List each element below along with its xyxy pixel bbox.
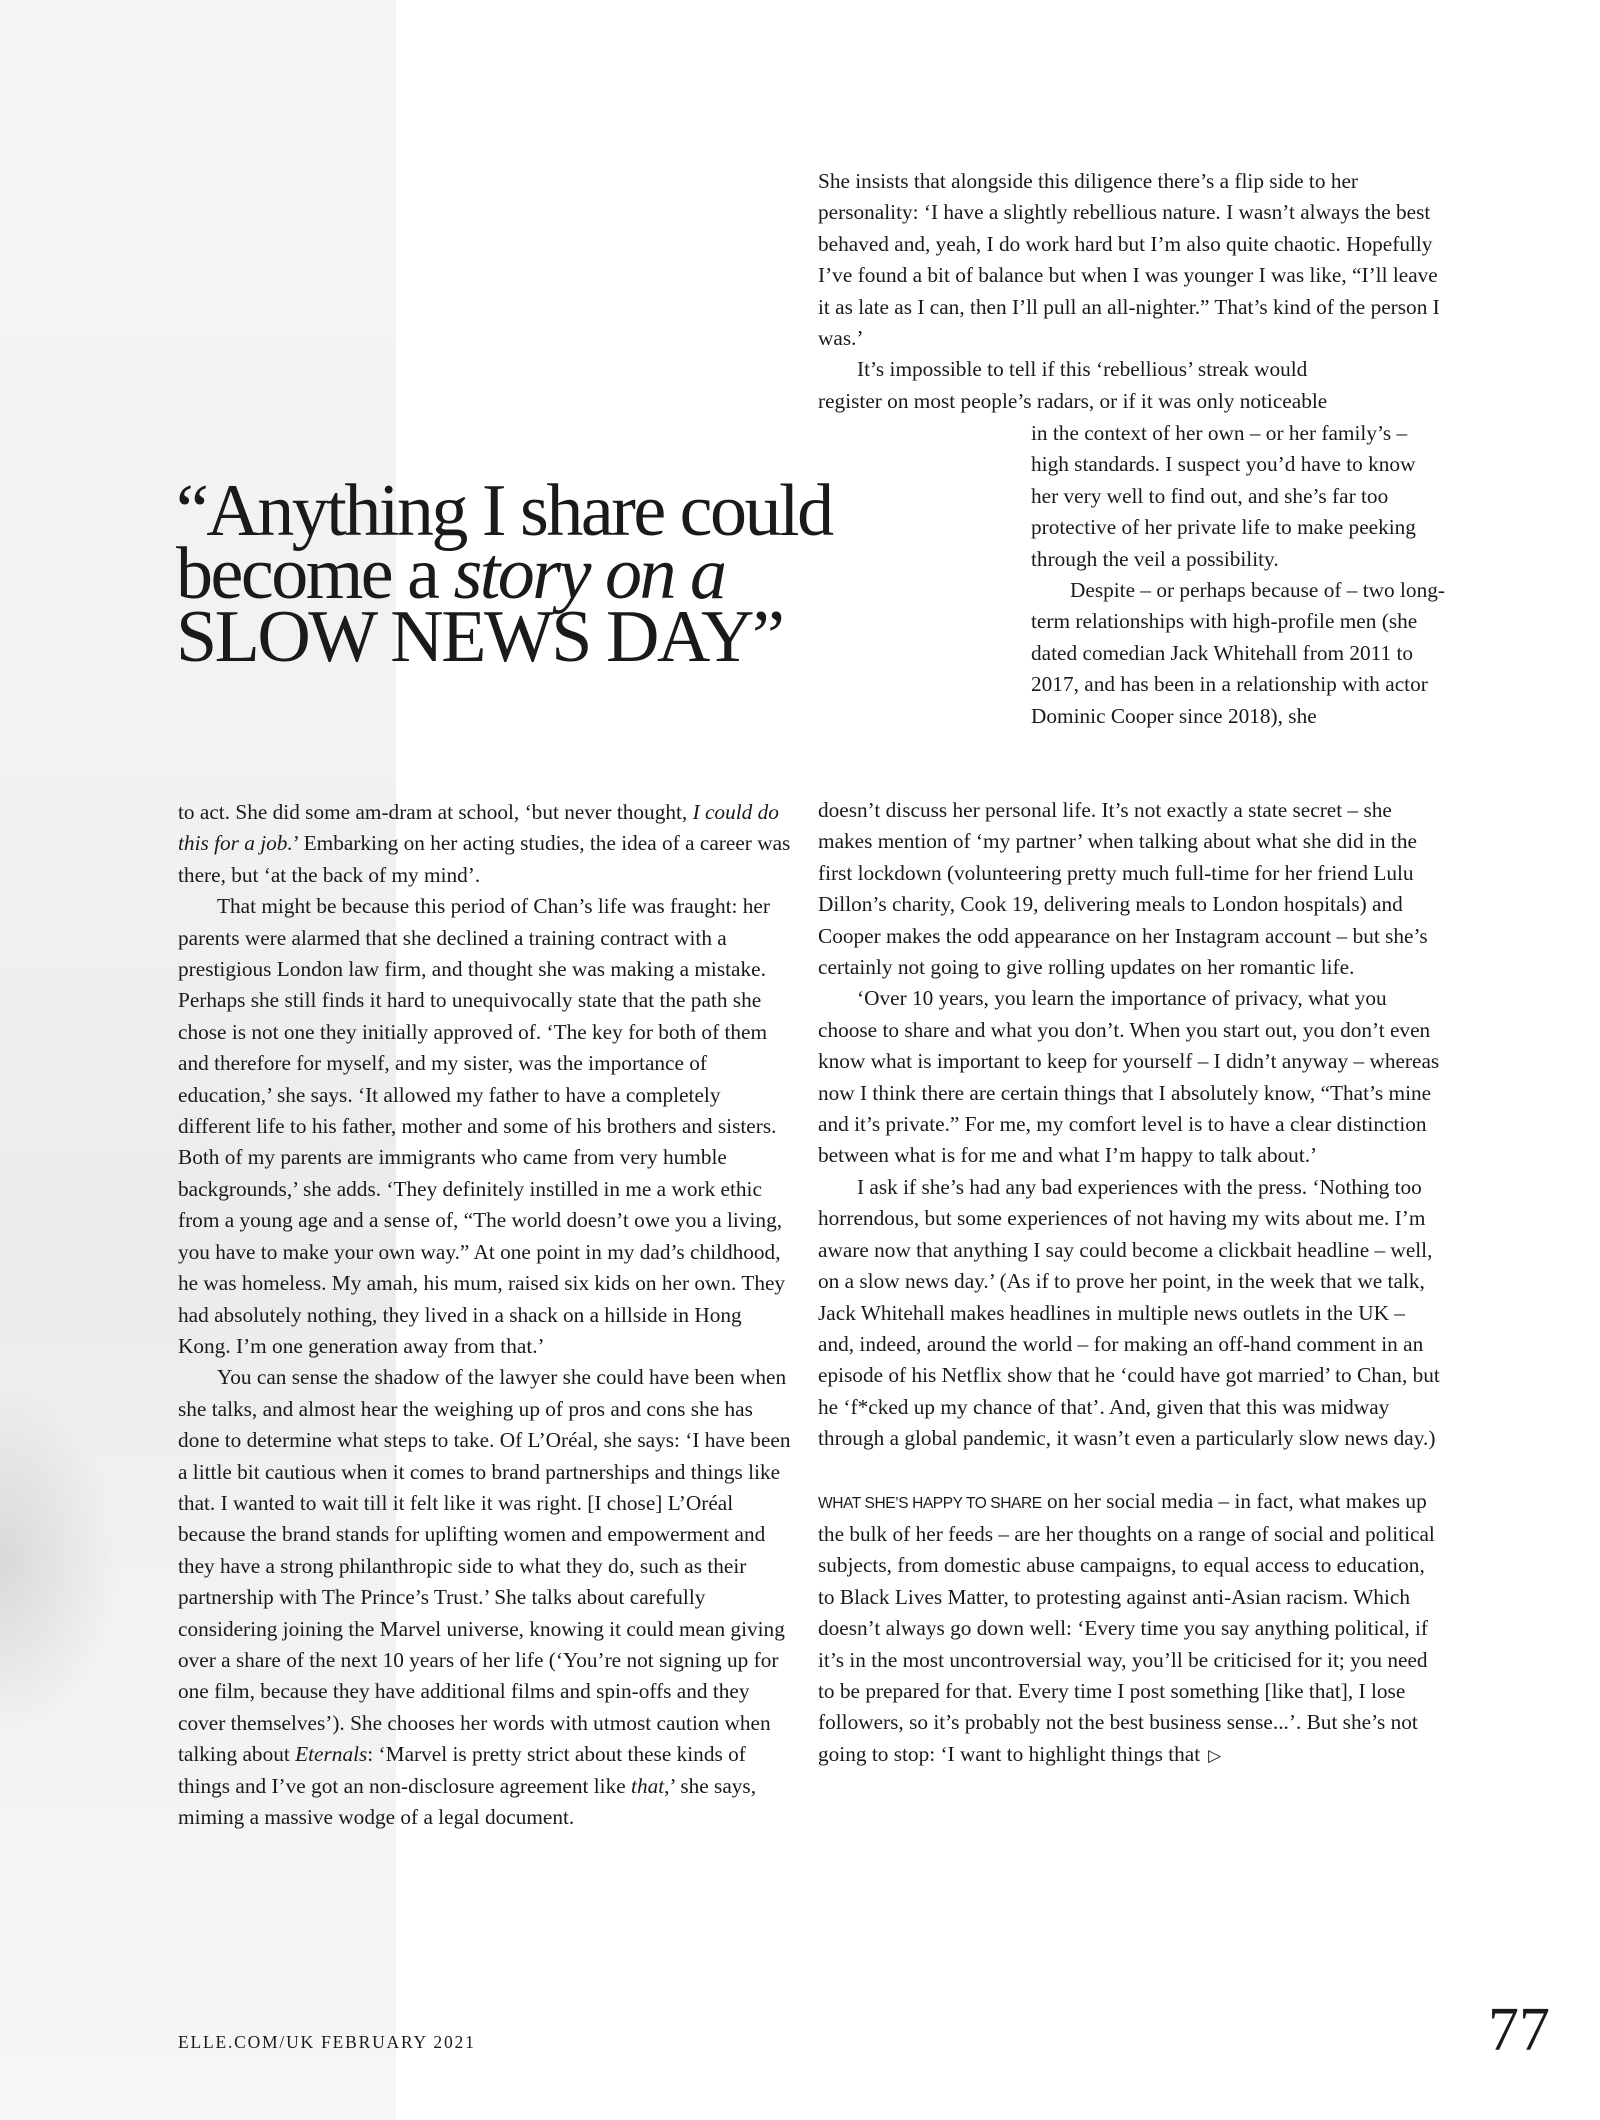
right-paragraph-5: I ask if she’s had any bad experiences with the press. ‘Nothing too horrendous, but some experiences of not having my wits about me. I’m aware now that anything I say could become a clickbait headline – well, on a slow news day.’ (As if to prove her point, in the week that we talk, Jack Whitehall makes headlines in multiple news outlets in the UK – and, indeed, around the world – for making an off-hand comment in an episode of his Netflix show that he ‘could have got married’ to Chan, but he ‘f*cked up my chance of that’. And, given that this was midway through a global pandemic, it wasn’t even a particularly slow news day.) — [818, 1174, 1440, 1451]
left-paragraph-1-text-a: to act. She did some am-dram at school, ‘but never thought, — [178, 800, 688, 824]
right-column-bottom — [818, 795, 1444, 1771]
pull-quote-line-1: “Anything I share could — [176, 470, 832, 552]
pull-quote — [176, 470, 936, 678]
left-paragraph-1-italic: I could do this for a job. — [178, 800, 779, 856]
right-paragraph-6 — [818, 1486, 1444, 1772]
right-column-narrow — [1031, 418, 1445, 732]
right-paragraph-2-rest: in the context of her own – or her family’s – high standards. I suspect you’d have to know her very well to find out, and she’s far too protective of her private life to make peeking through the veil a possibility. — [1031, 421, 1416, 571]
left-column — [178, 797, 796, 1833]
footer-folio: ELLE.COM/UK FEBRUARY 2021 — [178, 2032, 476, 2052]
left-paragraph-3-text-b: : ‘Marvel is pretty strict about these kinds of things and I’ve got an non-disclosure agreement like — [178, 1742, 746, 1798]
left-paragraph-3 — [178, 1362, 796, 1833]
section-break — [818, 1455, 1444, 1486]
left-paragraph-1 — [178, 797, 796, 891]
right-paragraph-3-rest: doesn’t discuss her personal life. It’s not exactly a state secret – she makes mention of ‘my partner’ when talking about what she did in the first lockdown (volunteering pretty much full-time for her friend Lulu Dillon’s charity, Cook 19, delivering meals to London hospitals) and Cooper makes the odd appearance on her Instagram account – but she’s certainly not going to give rolling updates on her romantic life. — [818, 798, 1428, 980]
right-paragraph-6-text: on her social media – in fact, what makes up the bulk of her feeds – are her thoughts on a range of social and political subjects, from domestic abuse campaigns, to equal access to education, to Black Lives Matter, to protesting against anti-Asian racism. Which doesn’t always go down well: ‘Every time you say anything political, if it’s in the most uncontroversial way, you’ll be criticised for it; you need to be prepared for that. Every time I post something [like that], I lose followers, so it’s probably not the best business sense...’. But she’s not going to stop: ‘I want to highlight things that — [818, 1488, 1435, 1766]
left-paragraph-3-italic-eternals: Eternals — [295, 1742, 368, 1767]
pull-quote-line-2-italic: story on a — [453, 533, 725, 615]
section-lead-in: WHAT SHE’S HAPPY TO SHARE — [818, 1494, 1042, 1512]
left-paragraph-3-text-a: You can sense the shadow of the lawyer she could have been when she talks, and almost hear the weighing up of pros and cons she has done to determine what steps to take. Of L’Oréal, she says: ‘I have been a little bit cautious when it comes to brand partnerships and things like that. I wanted to wait till it felt like it was right. [I chose] L’Oréal because the brand stands for uplifting women and empowerment and they have a strong philanthropic side to what they do, such as their partnership with The Prince’s Trust.’ She talks about carefully considering joining the Marvel universe, knowing it could mean giving over a share of the next 10 years of her life (‘You’re not signing up for one film, because they have additional films and spin-offs and they cover themselves’). She chooses her words with utmost caution when talking about — [178, 1365, 791, 1767]
left-shadow-blur — [0, 1380, 120, 1740]
continue-arrow-icon: ▷ — [1208, 1745, 1222, 1765]
left-paragraph-1-text-b: ’ Embarking on her acting studies, the idea of a career was there, but ‘at the back of my mind’. — [178, 831, 791, 887]
pull-quote-line-2-roman: become a — [176, 533, 454, 615]
right-paragraph-4: ‘Over 10 years, you learn the importance of privacy, what you choose to share and what you don’t. When you start out, you don’t even know what is important to keep for yourself – I didn’t anyway – whereas now I think there are certain things that I absolutely know, “That’s mine and it’s private.” For me, my comfort level is to have a clear distinction between what is for me and what I’m happy to talk about.’ — [818, 986, 1440, 1168]
left-paragraph-3-text-c: ,’ she says, miming a massive wodge of a legal document. — [178, 1773, 757, 1829]
left-paragraph-2: That might be because this period of Chan’s life was fraught: her parents were alarmed that she declined a training contract with a prestigious London law firm, and thought she was making a mistake. Perhaps she still finds it hard to unequivocally state that the path she chose is not one they initially approved of. ‘The key for both of them and therefore for myself, and my sister, was the importance of education,’ she says. ‘It allowed my father to have a completely different life to his father, mother and some of his brothers and sisters. Both of my parents are immigrants who came from very humble backgrounds,’ she adds. ‘They definitely instilled in me a work ethic from a young age and a sense of, “The world doesn’t owe you a living, you have to make your own way.” At one point in my dad’s childhood, he was homeless. My amah, his mum, raised six kids on her own. They had absolutely nothing, they lived in a shack on a hillside in Hong Kong. I’m one generation away from that.’ — [178, 894, 786, 1358]
pull-quote-line-3: SLOW NEWS DAY” — [176, 596, 783, 678]
right-column-top — [818, 166, 1442, 417]
right-paragraph-2-line-1: It’s impossible to tell if this ‘rebellious’ streak would — [857, 357, 1308, 382]
left-paragraph-3-italic-that: that — [631, 1773, 665, 1798]
right-paragraph-1: She insists that alongside this diligence there’s a flip side to her personality: ‘I have a slightly rebellious nature. I wasn’t always the best behaved and, yeah, I do work hard but I’m also quite chaotic. Hopefully I’ve found a bit of balance but when I was younger I was like, “I’ll leave it as late as I can, then I’ll pull an all-nighter.” That’s kind of the person I was.’ — [818, 169, 1440, 351]
right-paragraph-2-line-2: register on most people’s radars, or if it was only noticeable — [818, 388, 1328, 413]
right-paragraph-3-narrow: Despite – or perhaps because of – two long-term relationships with high-profile men (she dated comedian Jack Whitehall from 2011 to 2017, and has been in a relationship with actor Dominic Cooper since 2018), she — [1031, 578, 1445, 728]
page-number: 77 — [1488, 1996, 1550, 2064]
